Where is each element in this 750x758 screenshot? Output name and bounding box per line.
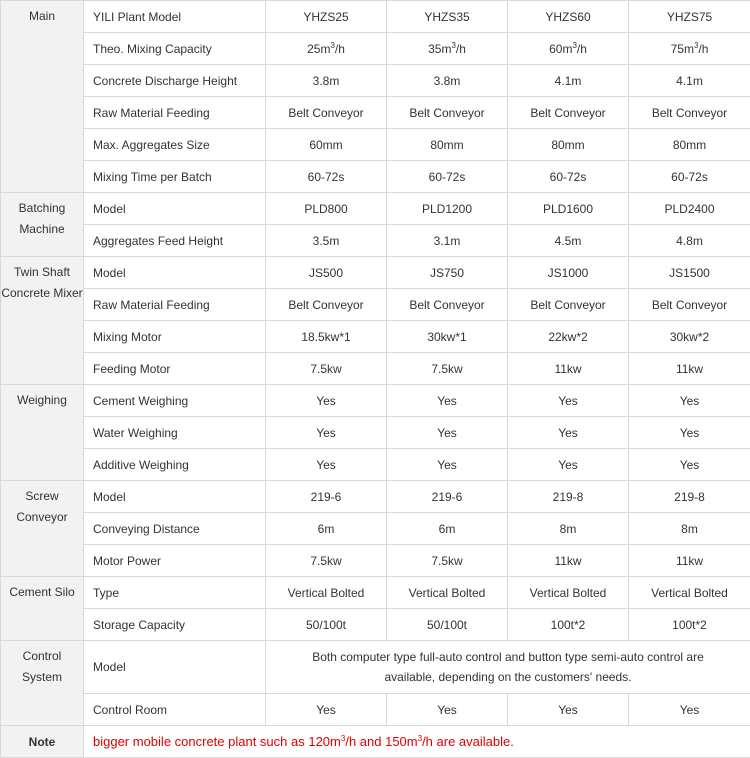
- spec-label: Theo. Mixing Capacity: [84, 33, 266, 65]
- spec-value: Vertical Bolted: [266, 577, 387, 609]
- spec-value: Belt Conveyor: [266, 97, 387, 129]
- spec-value: 219-8: [508, 481, 629, 513]
- value-base: 75m: [671, 42, 694, 56]
- spec-value: Belt Conveyor: [508, 97, 629, 129]
- spec-value: 100t*2: [508, 609, 629, 641]
- spec-value: 60-72s: [629, 161, 750, 193]
- spec-label: Motor Power: [84, 545, 266, 577]
- spec-value: Vertical Bolted: [508, 577, 629, 609]
- value-superscript: 3: [572, 41, 576, 50]
- spec-label: Model: [84, 481, 266, 513]
- spec-value: 30kw*2: [629, 321, 750, 353]
- spec-value: 50/100t: [387, 609, 508, 641]
- spec-value: JS750: [387, 257, 508, 289]
- spec-label: Cement Weighing: [84, 385, 266, 417]
- spec-label: Model: [84, 257, 266, 289]
- spec-label: Water Weighing: [84, 417, 266, 449]
- spec-label: Raw Material Feeding: [84, 97, 266, 129]
- value-base: 25m: [307, 42, 330, 56]
- spec-value: Yes: [266, 694, 387, 726]
- spec-label: Type: [84, 577, 266, 609]
- spec-value: Belt Conveyor: [387, 289, 508, 321]
- spec-value: 7.5kw: [387, 353, 508, 385]
- note-text-part: bigger mobile concrete plant such as 120m: [93, 734, 341, 749]
- spec-value: Yes: [266, 417, 387, 449]
- note-superscript: 3: [418, 734, 422, 743]
- spec-label: Additive Weighing: [84, 449, 266, 481]
- spec-value: 219-6: [387, 481, 508, 513]
- spec-value: 30kw*1: [387, 321, 508, 353]
- spec-value: 11kw: [508, 545, 629, 577]
- model-header: YHZS60: [508, 1, 629, 33]
- value-superscript: 3: [451, 41, 455, 50]
- spec-label: Mixing Time per Batch: [84, 161, 266, 193]
- spec-label: Raw Material Feeding: [84, 289, 266, 321]
- category-cell: Weighing: [1, 385, 84, 481]
- spec-value: 3.5m: [266, 225, 387, 257]
- spec-value: 6m: [266, 513, 387, 545]
- spec-row: [1, 417, 750, 449]
- spec-label: Storage Capacity: [84, 609, 266, 641]
- spec-value: 219-8: [629, 481, 750, 513]
- spec-label: Max. Aggregates Size: [84, 129, 266, 161]
- spec-value: 7.5kw: [266, 353, 387, 385]
- spec-row: [1, 353, 750, 385]
- spec-value: 3.8m: [387, 65, 508, 97]
- spec-value: 11kw: [508, 353, 629, 385]
- spec-value: Belt Conveyor: [266, 289, 387, 321]
- model-header: YHZS35: [387, 1, 508, 33]
- spec-value: 80mm: [387, 129, 508, 161]
- spec-value: 8m: [629, 513, 750, 545]
- spec-label: Conveying Distance: [84, 513, 266, 545]
- spec-value: PLD1200: [387, 193, 508, 225]
- spec-row: [1, 97, 750, 129]
- spec-value: Yes: [629, 417, 750, 449]
- spec-row: [1, 257, 750, 289]
- spec-value: 80mm: [629, 129, 750, 161]
- spec-value: 22kw*2: [508, 321, 629, 353]
- note-row: [1, 726, 750, 758]
- value-superscript: 3: [694, 41, 698, 50]
- spec-value: 11kw: [629, 353, 750, 385]
- spec-value: Yes: [387, 385, 508, 417]
- spec-value: [629, 33, 750, 65]
- note-text-part: /h and 150m: [345, 734, 417, 749]
- category-cell: Cement Silo: [1, 577, 84, 641]
- spec-value: 11kw: [629, 545, 750, 577]
- spec-row: [1, 577, 750, 609]
- spec-row: [1, 609, 750, 641]
- spec-value: Yes: [629, 449, 750, 481]
- value-base: 60m: [549, 42, 572, 56]
- control-description: Both computer type full-auto control and button type semi-auto control are available, depending on the customers' needs.: [266, 641, 750, 694]
- spec-value: [266, 33, 387, 65]
- spec-value: [508, 33, 629, 65]
- header-label: YILI Plant Model: [84, 1, 266, 33]
- spec-row: [1, 694, 750, 726]
- spec-label: Model: [84, 193, 266, 225]
- spec-row: [1, 513, 750, 545]
- value-suffix: /h: [335, 42, 345, 56]
- value-suffix: /h: [577, 42, 587, 56]
- category-cell: Screw Conveyor: [1, 481, 84, 577]
- spec-row: [1, 481, 750, 513]
- spec-label: Mixing Motor: [84, 321, 266, 353]
- spec-value: Yes: [508, 449, 629, 481]
- spec-value: Yes: [387, 417, 508, 449]
- spec-row: [1, 385, 750, 417]
- spec-value: Yes: [387, 694, 508, 726]
- category-cell: Control System: [1, 641, 84, 726]
- spec-row: [1, 289, 750, 321]
- spec-value: 3.8m: [266, 65, 387, 97]
- spec-value: PLD2400: [629, 193, 750, 225]
- spec-value: 3.1m: [387, 225, 508, 257]
- spec-row: [1, 321, 750, 353]
- spec-value: 219-6: [266, 481, 387, 513]
- spec-value: PLD1600: [508, 193, 629, 225]
- spec-value: JS500: [266, 257, 387, 289]
- spec-row: [1, 65, 750, 97]
- spec-value: Yes: [629, 694, 750, 726]
- spec-row: [1, 225, 750, 257]
- spec-value: Yes: [508, 385, 629, 417]
- value-superscript: 3: [330, 41, 334, 50]
- spec-label: Feeding Motor: [84, 353, 266, 385]
- note-text: [84, 726, 750, 758]
- spec-value: 60-72s: [266, 161, 387, 193]
- spec-value: Yes: [508, 417, 629, 449]
- spec-value: Belt Conveyor: [629, 289, 750, 321]
- spec-row: [1, 193, 750, 225]
- spec-value: 6m: [387, 513, 508, 545]
- model-header: YHZS25: [266, 1, 387, 33]
- note-superscript: 3: [341, 734, 345, 743]
- model-header: YHZS75: [629, 1, 750, 33]
- spec-row: [1, 129, 750, 161]
- spec-value: Yes: [387, 449, 508, 481]
- spec-value: 4.5m: [508, 225, 629, 257]
- spec-row: [1, 641, 750, 694]
- spec-value: 80mm: [508, 129, 629, 161]
- spec-label: Aggregates Feed Height: [84, 225, 266, 257]
- spec-value: 7.5kw: [387, 545, 508, 577]
- spec-value: 60-72s: [508, 161, 629, 193]
- spec-value: Belt Conveyor: [629, 97, 750, 129]
- spec-value: 4.1m: [508, 65, 629, 97]
- note-label: Note: [1, 726, 84, 758]
- spec-value: 7.5kw: [266, 545, 387, 577]
- spec-value: Yes: [629, 385, 750, 417]
- spec-value: 60-72s: [387, 161, 508, 193]
- spec-value: 60mm: [266, 129, 387, 161]
- spec-value: 18.5kw*1: [266, 321, 387, 353]
- spec-label: Concrete Discharge Height: [84, 65, 266, 97]
- value-suffix: /h: [456, 42, 466, 56]
- category-cell: Twin Shaft Concrete Mixer: [1, 257, 84, 385]
- spec-label: Control Room: [84, 694, 266, 726]
- spec-value: 4.8m: [629, 225, 750, 257]
- spec-value: Belt Conveyor: [387, 97, 508, 129]
- spec-value: Vertical Bolted: [387, 577, 508, 609]
- spec-value: 8m: [508, 513, 629, 545]
- category-main: Main: [1, 1, 84, 193]
- spec-value: 100t*2: [629, 609, 750, 641]
- spec-value: 50/100t: [266, 609, 387, 641]
- spec-row: [1, 449, 750, 481]
- spec-value: Yes: [508, 694, 629, 726]
- value-base: 35m: [428, 42, 451, 56]
- spec-value: Vertical Bolted: [629, 577, 750, 609]
- spec-value: [387, 33, 508, 65]
- spec-value: PLD800: [266, 193, 387, 225]
- spec-value: JS1000: [508, 257, 629, 289]
- spec-value: 4.1m: [629, 65, 750, 97]
- spec-row: [1, 161, 750, 193]
- note-text-part: /h are available.: [422, 734, 514, 749]
- spec-value: Yes: [266, 449, 387, 481]
- spec-row: [1, 33, 750, 65]
- value-suffix: /h: [698, 42, 708, 56]
- spec-row: [1, 545, 750, 577]
- spec-value: JS1500: [629, 257, 750, 289]
- spec-value: Yes: [266, 385, 387, 417]
- header-row: [1, 1, 750, 33]
- spec-value: Belt Conveyor: [508, 289, 629, 321]
- spec-label: Model: [84, 641, 266, 694]
- category-cell: Batching Machine: [1, 193, 84, 257]
